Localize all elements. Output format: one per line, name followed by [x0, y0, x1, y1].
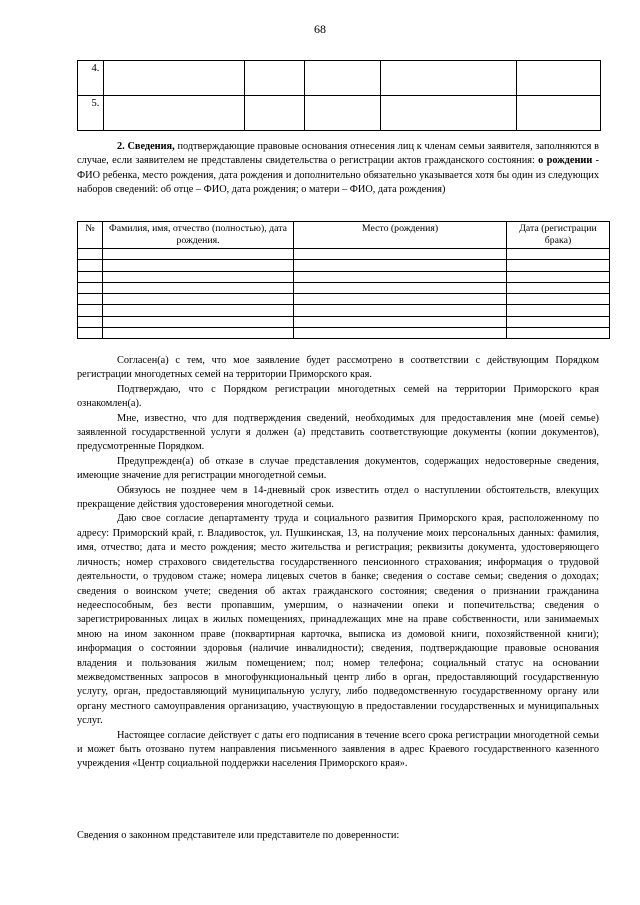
consent-paragraph: Настоящее согласие действует с даты его подписания в течение всего срока регистрации многодетной семьи и может быть отозвано путем направления письменного заявления в адрес Краевого государственного казенного учреждения «Центр социальной поддержки населения Приморского края». — [77, 729, 599, 770]
empty-cell — [78, 249, 103, 260]
consent-paragraph: Даю свое согласие департаменту труда и социального развития Приморского края, расположенному по адресу: Приморский край, г. Владивосток, ул. Пушкинская, 13, на получение моих персональных данных: фамилия, имя, отчество; дата и место рождения; место жительства и регистрация; реквизиты документа, удостоверяющего личность; номер страхового свидетельства государственного пенсионного страхования; информация о трудовой деятельности, о трудовом стаже; номера лицевых счетов в банке; сведения о составе семьи; сведения о доходах; сведения о воинском учете; сведения об актах гражданского состояния; сведения о признании гражданина недееспособным, без вести пропавшим, умершим, о назначении опеки и попечительства; сведения о зарегистрированных лицах в жилых помещениях, принадлежащих мне на праве собственности, или занимаемых мною на ином законном праве (поквартирная карточка, выписка из домовой книги, похозяйственной книги); информация о состоянии здоровья (наличие инвалидности); сведения, подтверждающие правовые основания владения и пользования жилым помещением; пол; номер телефона; социальный статус на основании межведомственных запросов в многофункциональный центр либо в орган, предоставляющий государственную услугу, орган, предоставляющий муниципальную услугу, либо подведомственную государственному органу или органу местного самоуправления организацию, участвующую в предоставлении государственных и муниципальных услуг. — [77, 513, 599, 727]
section-2-text — [77, 140, 599, 198]
consent-paragraph: Мне, известно, что для подтверждения сведений, необходимых для предоставления мне (моей семье) заявленной государственной услуги я должен (а) представить соответствующие документы (копии документов), предусмотренные Порядком. — [77, 412, 599, 453]
table-row — [78, 271, 610, 282]
page-number: 68 — [314, 22, 326, 36]
empty-cell — [103, 294, 294, 305]
col-header-name: Фамилия, имя, отчество (полностью), дата рождения. — [103, 222, 294, 249]
empty-cell — [104, 61, 245, 96]
children-table — [77, 221, 610, 339]
empty-cell — [103, 328, 294, 339]
col-header-num: № — [78, 222, 103, 249]
empty-cell — [245, 61, 304, 96]
row-number-cell: 4. — [78, 61, 104, 96]
empty-cell — [294, 271, 507, 282]
empty-cell — [103, 282, 294, 293]
col-header-place: Место (рождения) — [294, 222, 507, 249]
consent-paragraph: Согласен(а) с тем, что мое заявление будет рассмотрено в соответствии с действующим Порядком регистрации многодетных семей на территории Приморского края. — [77, 355, 599, 381]
empty-cell — [507, 316, 610, 327]
consent-text — [77, 354, 599, 772]
table-row — [78, 294, 610, 305]
table-row — [78, 328, 610, 339]
consent-paragraph: Подтверждаю, что с Порядком регистрации многодетных семей на территории Приморского края ознакомлен(а). — [77, 383, 599, 410]
row-number-cell: 5. — [78, 96, 104, 131]
section-2-text-b: - ФИО ребенка, место рождения, дата рождения и дополнительно обязательно указывается хотя бы один из следующих наборов сведений: об отце – ФИО, дата рождения; о матери – ФИО, дата рождения) — [77, 155, 599, 196]
empty-cell — [304, 96, 380, 131]
empty-cell — [516, 96, 600, 131]
empty-cell — [294, 294, 507, 305]
section-2-heading: 2. Сведения, — [117, 141, 175, 152]
col-header-date: Дата (регистрации брака) — [507, 222, 610, 249]
empty-cell — [516, 61, 600, 96]
empty-cell — [103, 249, 294, 260]
empty-cell — [294, 249, 507, 260]
empty-cell — [103, 305, 294, 316]
table-row — [78, 282, 610, 293]
section-2-bold-phrase: о рождении — [538, 155, 593, 167]
table-row — [78, 249, 610, 260]
empty-cell — [245, 96, 304, 131]
empty-cell — [507, 294, 610, 305]
empty-cell — [380, 61, 516, 96]
empty-cell — [380, 96, 516, 131]
table-row — [78, 316, 610, 327]
empty-cell — [78, 282, 103, 293]
empty-cell — [78, 260, 103, 271]
top-table-row — [78, 61, 601, 96]
empty-cell — [294, 305, 507, 316]
empty-cell — [294, 260, 507, 271]
empty-cell — [507, 305, 610, 316]
empty-cell — [78, 294, 103, 305]
empty-cell — [507, 271, 610, 282]
empty-cell — [103, 316, 294, 327]
consent-paragraph: Предупрежден(а) об отказе в случае представления документов, содержащих недостоверные сведения, имеющие значение для регистрации многодетной семьи. — [77, 455, 599, 482]
empty-cell — [294, 316, 507, 327]
table-row — [78, 260, 610, 271]
top-table-row — [78, 96, 601, 131]
empty-cell — [507, 249, 610, 260]
empty-cell — [78, 316, 103, 327]
empty-cell — [304, 61, 380, 96]
top-table — [77, 60, 601, 131]
empty-cell — [103, 271, 294, 282]
table-row — [78, 305, 610, 316]
empty-cell — [103, 260, 294, 271]
empty-cell — [294, 282, 507, 293]
empty-cell — [78, 328, 103, 339]
consent-paragraph: Обязуюсь не позднее чем в 14-дневный срок известить отдел о наступлении обстоятельств, влекущих прекращение действия удостоверения многодетной семьи. — [77, 484, 599, 511]
empty-cell — [78, 271, 103, 282]
children-table-header — [78, 222, 610, 249]
empty-cell — [78, 305, 103, 316]
empty-cell — [507, 328, 610, 339]
empty-cell — [294, 328, 507, 339]
section-2-text-a: подтверждающие правовые основания отнесения лиц к членам семьи заявителя, заполняются в случае, если заявителем не представлены свидетельства о регистрации актов гражданского состояния: — [77, 141, 599, 167]
legal-representative-label: Сведения о законном представителе или представителе по доверенности: — [77, 830, 400, 841]
empty-cell — [104, 96, 245, 131]
empty-cell — [507, 260, 610, 271]
empty-cell — [507, 282, 610, 293]
